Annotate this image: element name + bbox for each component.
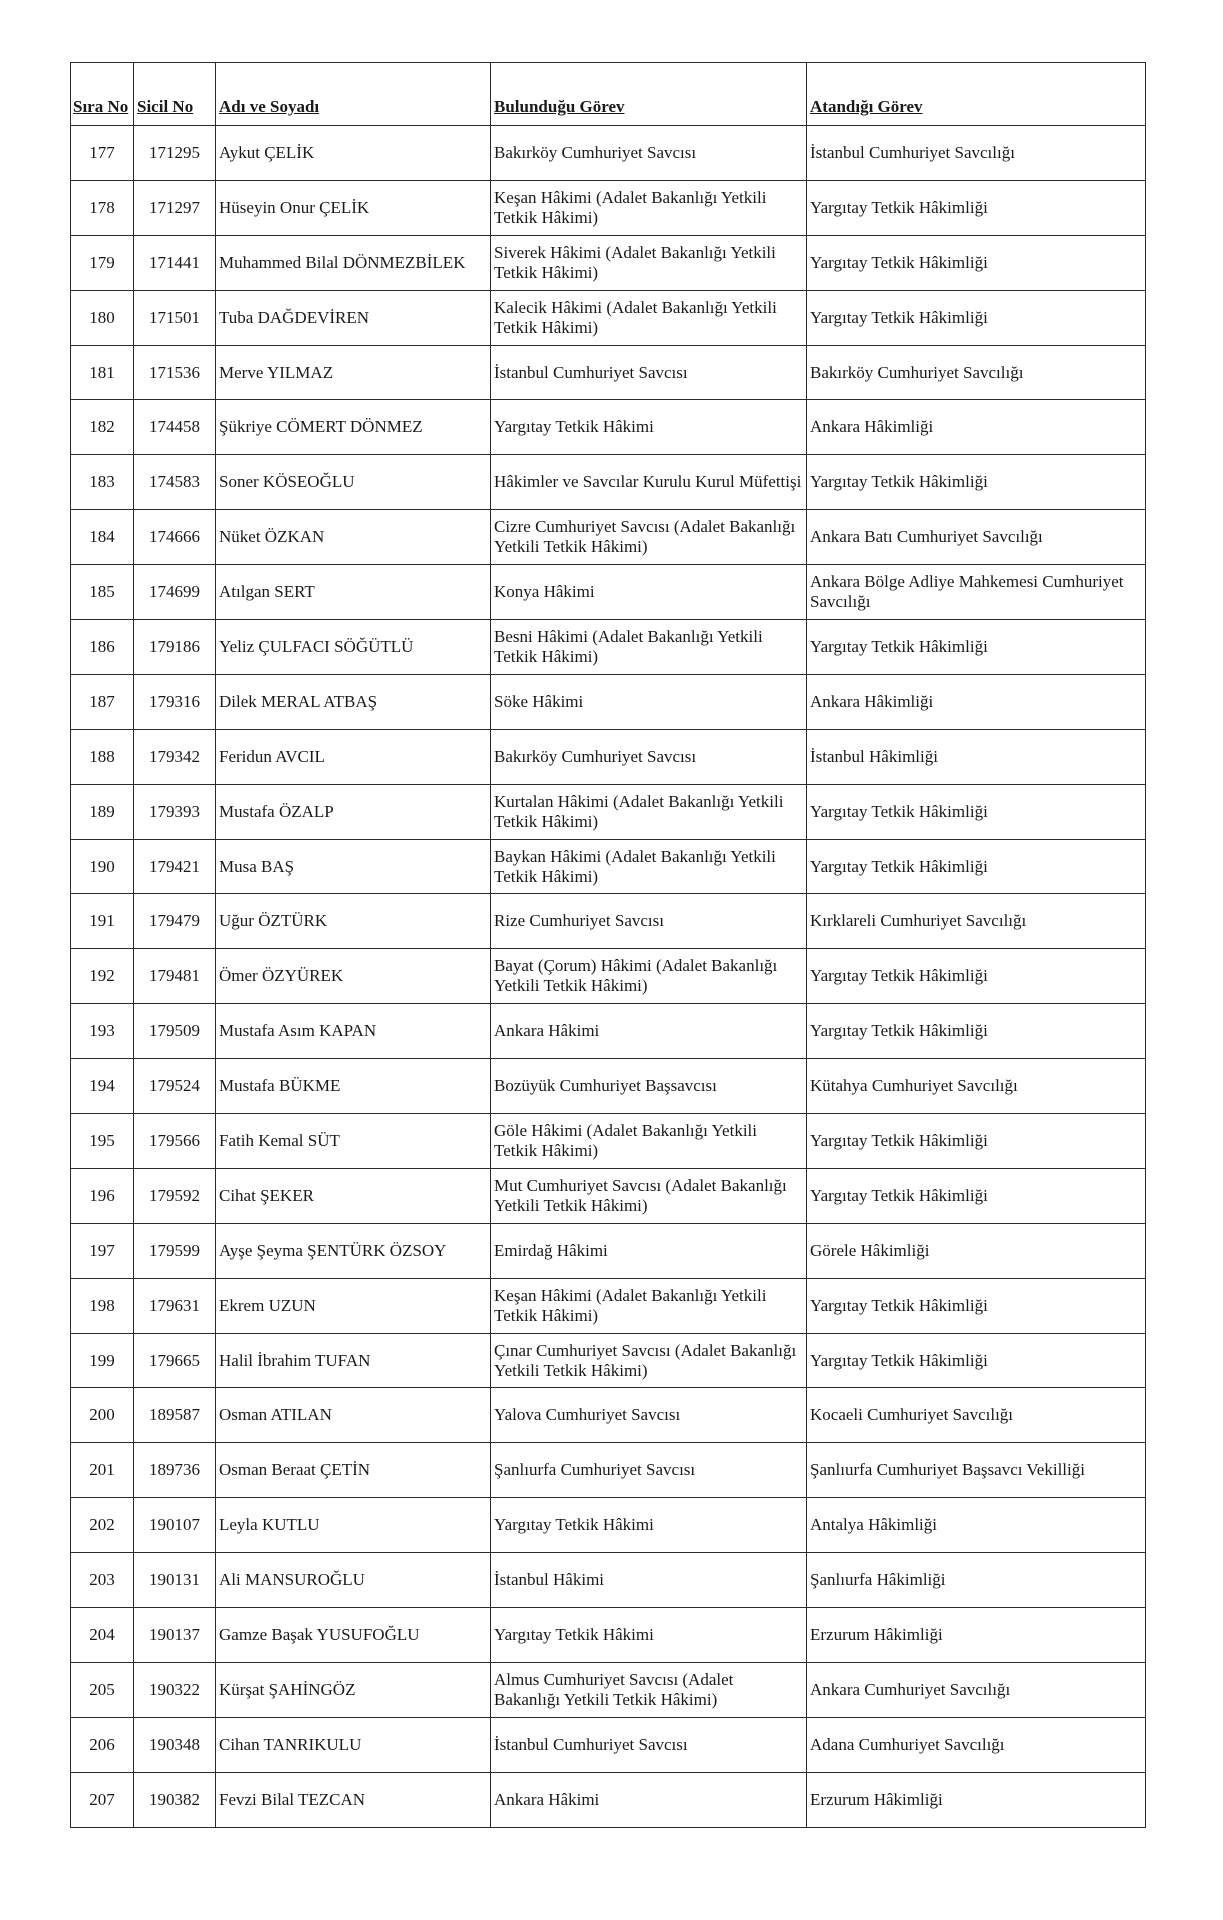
cell-adi-soyadi: Merve YILMAZ: [216, 345, 491, 400]
cell-atandigi-gorev: Yargıtay Tetkik Hâkimliği: [807, 1168, 1146, 1223]
cell-sicil-no: 174583: [134, 455, 216, 510]
cell-adi-soyadi: Feridun AVCIL: [216, 729, 491, 784]
cell-sicil-no: 174458: [134, 400, 216, 455]
cell-sicil-no: 179599: [134, 1223, 216, 1278]
cell-bulundugu-gorev: Yargıtay Tetkik Hâkimi: [491, 400, 807, 455]
cell-sira-no: 187: [71, 674, 134, 729]
table-row: [71, 1498, 1146, 1553]
cell-sira-no: 181: [71, 345, 134, 400]
cell-adi-soyadi: Soner KÖSEOĞLU: [216, 455, 491, 510]
table-row: [71, 894, 1146, 949]
cell-bulundugu-gorev: Siverek Hâkimi (Adalet Bakanlığı Yetkili Tetkik Hâkimi): [491, 235, 807, 290]
cell-adi-soyadi: Atılgan SERT: [216, 565, 491, 620]
cell-bulundugu-gorev: Keşan Hâkimi (Adalet Bakanlığı Yetkili Tetkik Hâkimi): [491, 1278, 807, 1333]
cell-bulundugu-gorev: Bakırköy Cumhuriyet Savcısı: [491, 729, 807, 784]
cell-bulundugu-gorev: Bozüyük Cumhuriyet Başsavcısı: [491, 1059, 807, 1114]
cell-adi-soyadi: Uğur ÖZTÜRK: [216, 894, 491, 949]
cell-sira-no: 189: [71, 784, 134, 839]
cell-sicil-no: 179524: [134, 1059, 216, 1114]
cell-sira-no: 203: [71, 1553, 134, 1608]
cell-adi-soyadi: Ayşe Şeyma ŞENTÜRK ÖZSOY: [216, 1223, 491, 1278]
cell-sira-no: 205: [71, 1662, 134, 1717]
cell-sira-no: 204: [71, 1608, 134, 1663]
cell-adi-soyadi: Osman ATILAN: [216, 1388, 491, 1443]
table-row: [71, 180, 1146, 235]
header-adi-soyadi: Adı ve Soyadı: [216, 63, 491, 126]
cell-atandigi-gorev: Yargıtay Tetkik Hâkimliği: [807, 1114, 1146, 1169]
cell-sira-no: 196: [71, 1168, 134, 1223]
cell-sira-no: 197: [71, 1223, 134, 1278]
cell-sira-no: 177: [71, 126, 134, 181]
table-row: [71, 455, 1146, 510]
table-row: [71, 839, 1146, 894]
cell-adi-soyadi: Musa BAŞ: [216, 839, 491, 894]
table-header: [71, 63, 1146, 126]
cell-sicil-no: 179665: [134, 1333, 216, 1388]
cell-bulundugu-gorev: Kalecik Hâkimi (Adalet Bakanlığı Yetkili Tetkik Hâkimi): [491, 290, 807, 345]
cell-atandigi-gorev: Ankara Hâkimliği: [807, 400, 1146, 455]
cell-bulundugu-gorev: Mut Cumhuriyet Savcısı (Adalet Bakanlığı Yetkili Tetkik Hâkimi): [491, 1168, 807, 1223]
cell-sicil-no: 179479: [134, 894, 216, 949]
cell-bulundugu-gorev: İstanbul Hâkimi: [491, 1553, 807, 1608]
cell-adi-soyadi: Muhammed Bilal DÖNMEZBİLEK: [216, 235, 491, 290]
cell-bulundugu-gorev: Kurtalan Hâkimi (Adalet Bakanlığı Yetkili Tetkik Hâkimi): [491, 784, 807, 839]
table-row: [71, 400, 1146, 455]
cell-adi-soyadi: Halil İbrahim TUFAN: [216, 1333, 491, 1388]
cell-sicil-no: 179631: [134, 1278, 216, 1333]
cell-bulundugu-gorev: Almus Cumhuriyet Savcısı (Adalet Bakanlığı Yetkili Tetkik Hâkimi): [491, 1662, 807, 1717]
cell-sicil-no: 171501: [134, 290, 216, 345]
cell-atandigi-gorev: Antalya Hâkimliği: [807, 1498, 1146, 1553]
cell-bulundugu-gorev: Yalova Cumhuriyet Savcısı: [491, 1388, 807, 1443]
cell-adi-soyadi: Fatih Kemal SÜT: [216, 1114, 491, 1169]
cell-sira-no: 178: [71, 180, 134, 235]
cell-atandigi-gorev: Görele Hâkimliği: [807, 1223, 1146, 1278]
cell-sira-no: 180: [71, 290, 134, 345]
table-row: [71, 235, 1146, 290]
cell-adi-soyadi: Tuba DAĞDEVİREN: [216, 290, 491, 345]
cell-sicil-no: 179342: [134, 729, 216, 784]
cell-sira-no: 183: [71, 455, 134, 510]
cell-adi-soyadi: Mustafa BÜKME: [216, 1059, 491, 1114]
cell-bulundugu-gorev: Göle Hâkimi (Adalet Bakanlığı Yetkili Tetkik Hâkimi): [491, 1114, 807, 1169]
cell-sira-no: 202: [71, 1498, 134, 1553]
header-sira-no: Sıra No: [71, 63, 134, 126]
cell-sira-no: 200: [71, 1388, 134, 1443]
cell-atandigi-gorev: Erzurum Hâkimliği: [807, 1608, 1146, 1663]
cell-sira-no: 191: [71, 894, 134, 949]
cell-bulundugu-gorev: Rize Cumhuriyet Savcısı: [491, 894, 807, 949]
table-row: [71, 1114, 1146, 1169]
cell-atandigi-gorev: Yargıtay Tetkik Hâkimliği: [807, 1278, 1146, 1333]
table-row: [71, 290, 1146, 345]
cell-sicil-no: 179186: [134, 620, 216, 675]
cell-adi-soyadi: Ömer ÖZYÜREK: [216, 949, 491, 1004]
table-row: [71, 784, 1146, 839]
cell-sira-no: 185: [71, 565, 134, 620]
cell-sira-no: 195: [71, 1114, 134, 1169]
cell-sira-no: 179: [71, 235, 134, 290]
cell-sicil-no: 171441: [134, 235, 216, 290]
cell-sicil-no: 190382: [134, 1772, 216, 1827]
cell-sira-no: 194: [71, 1059, 134, 1114]
appointment-table: [70, 62, 1146, 1828]
cell-sicil-no: 179481: [134, 949, 216, 1004]
table-row: [71, 1553, 1146, 1608]
cell-bulundugu-gorev: Bayat (Çorum) Hâkimi (Adalet Bakanlığı Yetkili Tetkik Hâkimi): [491, 949, 807, 1004]
cell-atandigi-gorev: Kütahya Cumhuriyet Savcılığı: [807, 1059, 1146, 1114]
cell-bulundugu-gorev: Yargıtay Tetkik Hâkimi: [491, 1608, 807, 1663]
table-row: [71, 1608, 1146, 1663]
table-row: [71, 126, 1146, 181]
cell-sicil-no: 179566: [134, 1114, 216, 1169]
cell-sicil-no: 174666: [134, 510, 216, 565]
cell-atandigi-gorev: Yargıtay Tetkik Hâkimliği: [807, 839, 1146, 894]
cell-atandigi-gorev: Yargıtay Tetkik Hâkimliği: [807, 235, 1146, 290]
cell-adi-soyadi: Leyla KUTLU: [216, 1498, 491, 1553]
cell-sicil-no: 174699: [134, 565, 216, 620]
cell-sira-no: 186: [71, 620, 134, 675]
cell-bulundugu-gorev: Ankara Hâkimi: [491, 1772, 807, 1827]
table-row: [71, 1278, 1146, 1333]
cell-sira-no: 199: [71, 1333, 134, 1388]
cell-sicil-no: 190348: [134, 1717, 216, 1772]
header-sicil-no: Sicil No: [134, 63, 216, 126]
cell-bulundugu-gorev: Besni Hâkimi (Adalet Bakanlığı Yetkili Tetkik Hâkimi): [491, 620, 807, 675]
table-row: [71, 1004, 1146, 1059]
cell-adi-soyadi: Hüseyin Onur ÇELİK: [216, 180, 491, 235]
cell-adi-soyadi: Cihan TANRIKULU: [216, 1717, 491, 1772]
cell-adi-soyadi: Gamze Başak YUSUFOĞLU: [216, 1608, 491, 1663]
cell-atandigi-gorev: Yargıtay Tetkik Hâkimliği: [807, 1004, 1146, 1059]
cell-bulundugu-gorev: Konya Hâkimi: [491, 565, 807, 620]
cell-adi-soyadi: Cihat ŞEKER: [216, 1168, 491, 1223]
table-row: [71, 949, 1146, 1004]
cell-adi-soyadi: Aykut ÇELİK: [216, 126, 491, 181]
cell-adi-soyadi: Osman Beraat ÇETİN: [216, 1443, 491, 1498]
cell-sicil-no: 179509: [134, 1004, 216, 1059]
cell-bulundugu-gorev: İstanbul Cumhuriyet Savcısı: [491, 345, 807, 400]
cell-sicil-no: 171295: [134, 126, 216, 181]
cell-bulundugu-gorev: Hâkimler ve Savcılar Kurulu Kurul Müfettişi: [491, 455, 807, 510]
cell-adi-soyadi: Şükriye CÖMERT DÖNMEZ: [216, 400, 491, 455]
cell-bulundugu-gorev: Baykan Hâkimi (Adalet Bakanlığı Yetkili Tetkik Hâkimi): [491, 839, 807, 894]
table-row: [71, 1388, 1146, 1443]
table-row: [71, 1443, 1146, 1498]
header-row: [71, 63, 1146, 126]
table-row: [71, 1168, 1146, 1223]
cell-bulundugu-gorev: İstanbul Cumhuriyet Savcısı: [491, 1717, 807, 1772]
cell-atandigi-gorev: Yargıtay Tetkik Hâkimliği: [807, 620, 1146, 675]
table-body: [71, 126, 1146, 1828]
cell-adi-soyadi: Nüket ÖZKAN: [216, 510, 491, 565]
cell-adi-soyadi: Kürşat ŞAHİNGÖZ: [216, 1662, 491, 1717]
cell-atandigi-gorev: Yargıtay Tetkik Hâkimliği: [807, 949, 1146, 1004]
cell-sicil-no: 179421: [134, 839, 216, 894]
cell-sicil-no: 179592: [134, 1168, 216, 1223]
cell-atandigi-gorev: Yargıtay Tetkik Hâkimliği: [807, 1333, 1146, 1388]
cell-sira-no: 190: [71, 839, 134, 894]
cell-bulundugu-gorev: Ankara Hâkimi: [491, 1004, 807, 1059]
cell-sira-no: 193: [71, 1004, 134, 1059]
cell-sicil-no: 171297: [134, 180, 216, 235]
cell-bulundugu-gorev: Bakırköy Cumhuriyet Savcısı: [491, 126, 807, 181]
cell-atandigi-gorev: Şanlıurfa Cumhuriyet Başsavcı Vekilliği: [807, 1443, 1146, 1498]
table-row: [71, 345, 1146, 400]
cell-sira-no: 184: [71, 510, 134, 565]
table-row: [71, 1333, 1146, 1388]
cell-sira-no: 182: [71, 400, 134, 455]
cell-atandigi-gorev: Ankara Bölge Adliye Mahkemesi Cumhuriyet Savcılığı: [807, 565, 1146, 620]
cell-sira-no: 201: [71, 1443, 134, 1498]
cell-sicil-no: 189736: [134, 1443, 216, 1498]
table-row: [71, 620, 1146, 675]
header-bulundugu-gorev: Bulunduğu Görev: [491, 63, 807, 126]
cell-adi-soyadi: Fevzi Bilal TEZCAN: [216, 1772, 491, 1827]
cell-adi-soyadi: Mustafa Asım KAPAN: [216, 1004, 491, 1059]
cell-adi-soyadi: Ali MANSUROĞLU: [216, 1553, 491, 1608]
cell-adi-soyadi: Dilek MERAL ATBAŞ: [216, 674, 491, 729]
cell-atandigi-gorev: Ankara Batı Cumhuriyet Savcılığı: [807, 510, 1146, 565]
cell-sicil-no: 179393: [134, 784, 216, 839]
cell-atandigi-gorev: Şanlıurfa Hâkimliği: [807, 1553, 1146, 1608]
cell-bulundugu-gorev: Şanlıurfa Cumhuriyet Savcısı: [491, 1443, 807, 1498]
cell-bulundugu-gorev: Söke Hâkimi: [491, 674, 807, 729]
cell-atandigi-gorev: Yargıtay Tetkik Hâkimliği: [807, 455, 1146, 510]
cell-bulundugu-gorev: Emirdağ Hâkimi: [491, 1223, 807, 1278]
cell-adi-soyadi: Mustafa ÖZALP: [216, 784, 491, 839]
cell-atandigi-gorev: Erzurum Hâkimliği: [807, 1772, 1146, 1827]
table-row: [71, 1717, 1146, 1772]
cell-atandigi-gorev: İstanbul Cumhuriyet Savcılığı: [807, 126, 1146, 181]
cell-sicil-no: 179316: [134, 674, 216, 729]
cell-bulundugu-gorev: Yargıtay Tetkik Hâkimi: [491, 1498, 807, 1553]
cell-sira-no: 206: [71, 1717, 134, 1772]
table-row: [71, 1059, 1146, 1114]
cell-sicil-no: 190131: [134, 1553, 216, 1608]
cell-sicil-no: 171536: [134, 345, 216, 400]
cell-sira-no: 192: [71, 949, 134, 1004]
cell-atandigi-gorev: Adana Cumhuriyet Savcılığı: [807, 1717, 1146, 1772]
cell-sicil-no: 190137: [134, 1608, 216, 1663]
cell-sira-no: 207: [71, 1772, 134, 1827]
cell-atandigi-gorev: Kocaeli Cumhuriyet Savcılığı: [807, 1388, 1146, 1443]
cell-atandigi-gorev: Bakırköy Cumhuriyet Savcılığı: [807, 345, 1146, 400]
cell-atandigi-gorev: Ankara Hâkimliği: [807, 674, 1146, 729]
cell-atandigi-gorev: İstanbul Hâkimliği: [807, 729, 1146, 784]
cell-atandigi-gorev: Yargıtay Tetkik Hâkimliği: [807, 180, 1146, 235]
table-row: [71, 1772, 1146, 1827]
table-row: [71, 1662, 1146, 1717]
cell-bulundugu-gorev: Keşan Hâkimi (Adalet Bakanlığı Yetkili Tetkik Hâkimi): [491, 180, 807, 235]
table-row: [71, 510, 1146, 565]
cell-adi-soyadi: Yeliz ÇULFACI SÖĞÜTLÜ: [216, 620, 491, 675]
cell-bulundugu-gorev: Çınar Cumhuriyet Savcısı (Adalet Bakanlığı Yetkili Tetkik Hâkimi): [491, 1333, 807, 1388]
table-row: [71, 1223, 1146, 1278]
cell-sicil-no: 190322: [134, 1662, 216, 1717]
cell-atandigi-gorev: Ankara Cumhuriyet Savcılığı: [807, 1662, 1146, 1717]
table-row: [71, 729, 1146, 784]
cell-atandigi-gorev: Yargıtay Tetkik Hâkimliği: [807, 784, 1146, 839]
header-atandigi-gorev: Atandığı Görev: [807, 63, 1146, 126]
cell-adi-soyadi: Ekrem UZUN: [216, 1278, 491, 1333]
cell-atandigi-gorev: Kırklareli Cumhuriyet Savcılığı: [807, 894, 1146, 949]
table-row: [71, 674, 1146, 729]
cell-sicil-no: 189587: [134, 1388, 216, 1443]
cell-bulundugu-gorev: Cizre Cumhuriyet Savcısı (Adalet Bakanlığı Yetkili Tetkik Hâkimi): [491, 510, 807, 565]
table-row: [71, 565, 1146, 620]
cell-sicil-no: 190107: [134, 1498, 216, 1553]
cell-sira-no: 198: [71, 1278, 134, 1333]
cell-atandigi-gorev: Yargıtay Tetkik Hâkimliği: [807, 290, 1146, 345]
cell-sira-no: 188: [71, 729, 134, 784]
